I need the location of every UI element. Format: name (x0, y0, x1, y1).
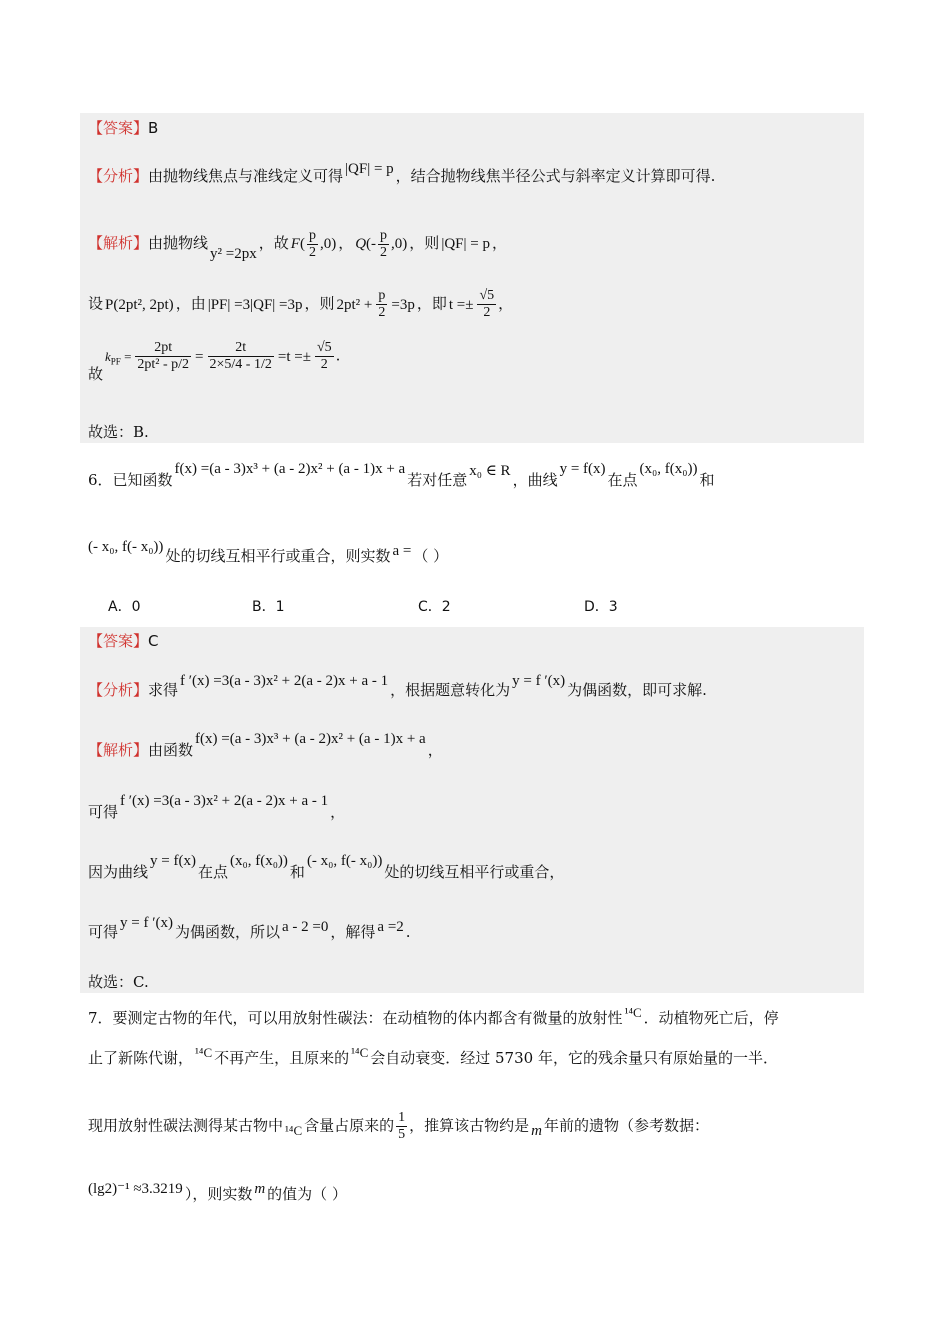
solution-text: . (335, 346, 341, 365)
question-7-text: 年前的遗物（参考数据： (544, 1116, 710, 1135)
math-pt2: (- x₀, f(- x₀)) (88, 539, 164, 555)
solution-text: ， (498, 294, 514, 313)
math-derivative: f ′(x) =3(a - 3)x² + 2(a - 2)x + a - 1 (120, 793, 329, 809)
math-F-coords: ,0 (319, 235, 332, 252)
answer-line-1 (88, 118, 158, 138)
solution-tag: 【解析】 (88, 741, 149, 759)
solution-line-7 (88, 915, 411, 943)
solution-line-5 (88, 793, 346, 823)
math-x0: x₀ ∈ R (469, 463, 511, 479)
solution-text: ，则 (409, 233, 440, 252)
solution-text: 为偶函数，所以 (175, 923, 281, 941)
solution-text: 可得 (88, 803, 119, 821)
answer-value: C (148, 632, 159, 650)
frac-slope-2: $\frac{2t}{2\times 5/4 - 1/2}$ (209, 340, 272, 372)
analysis-text: 由抛物线焦点与准线定义可得 (148, 167, 344, 185)
math-a-minus-2: a - 2 =0 (282, 919, 329, 935)
question-7-line-3 (88, 1110, 709, 1143)
question-6-text: 若对任意 (407, 471, 468, 489)
answer-tag: 【答案】 (88, 632, 149, 650)
math-Q-coords: ,0 (391, 235, 403, 252)
option-c[interactable]: C．2 (418, 599, 451, 615)
solution-line-3: 故$k_{PF}$ = $\frac{2pt}{\text{2pt² - p/2}}$ = $\frac{2t}{2\times 5/4 - 1/2}$ =t =± $\frac{√5}{2}$ . (88, 340, 341, 383)
question-7-line-2 (88, 1045, 778, 1069)
option-d[interactable]: D．3 (584, 599, 618, 615)
option-a[interactable]: A．0 (108, 599, 141, 615)
question-7-text: 现用放射性碳法测得某古物中 (88, 1116, 284, 1135)
analysis-line-1 (88, 161, 716, 187)
math-func: f(x) =(a - 3)x³ + (a - 2)x² + (a - 1)x + a (195, 731, 426, 747)
math-yfx: y = f(x) (150, 853, 196, 869)
math-k: k (105, 348, 111, 364)
solution-text: 可得 (88, 923, 119, 941)
question-7-text: 会自动衰变．经过 5730 年，它的残余量只有原始量的一半． (370, 1049, 778, 1067)
question-6-line-1 (88, 461, 715, 491)
question-6-text: 在点 (607, 471, 638, 489)
question-7-text: ．动植物死亡后，停 (643, 1009, 779, 1027)
question-6-text: 处的切线互相平行或重合，则实数 (165, 547, 391, 565)
frac-numerator: 1 (398, 1110, 406, 1125)
math-m: m (254, 1181, 266, 1197)
conclusion-1: 故选：B. (88, 423, 149, 441)
math-c14: ¹⁴C (195, 1045, 213, 1060)
frac-p-2-neg: $\frac{p}{2}$ (380, 228, 388, 260)
question-7-text: ，推算该古物约是 (409, 1116, 530, 1135)
solution-text: ， (427, 741, 443, 759)
analysis-text: 求得 (148, 681, 179, 699)
question-6-line-2 (88, 539, 449, 567)
math-qf: |QF| = p (441, 235, 490, 252)
question-7-text: ），则实数 (184, 1185, 253, 1203)
answer-line-2 (88, 631, 159, 651)
math-k-sub: PF (110, 356, 121, 367)
math-y-derivative: y = f ′(x) (512, 673, 566, 689)
analysis-text: 为偶函数，即可求解. (567, 681, 707, 699)
math-c14: ¹⁴C (351, 1045, 369, 1060)
option-b[interactable]: B．1 (252, 599, 285, 615)
math-func: f(x) =(a - 3)x³ + (a - 2)x² + (a - 1)x + a (174, 461, 406, 477)
solution-tag: 【解析】 (88, 233, 149, 252)
solution-line-6 (88, 853, 565, 883)
solution-text: ， (330, 803, 346, 821)
solution-text: ，即 (416, 294, 447, 313)
frac-denominator: 5 (398, 1127, 406, 1142)
solution-text: 和 (289, 863, 305, 881)
math-c14: ¹⁴C (285, 1122, 303, 1138)
frac-1-5 (396, 1110, 407, 1143)
math-qf: |QF| = p (345, 161, 394, 177)
question-6-text: 和 (699, 471, 715, 489)
solution-text: ，则 (304, 294, 335, 313)
math-eq2: 2pt² + (336, 296, 373, 313)
solution-line-4 (88, 731, 443, 761)
question-6-paren: （ ） (413, 547, 449, 565)
math-pt1: (x₀, f(x₀)) (229, 853, 288, 869)
question-6-text: ，曲线 (512, 471, 558, 489)
question-7-text: 止了新陈代谢， (88, 1049, 194, 1067)
math-yfx: y = f(x) (559, 461, 606, 477)
math-pt2: (- x₀, f(- x₀)) (306, 853, 383, 869)
math-lg2: (lg2)⁻¹ ≈3.3219 (88, 1181, 183, 1197)
math-Q: Q (355, 235, 367, 252)
frac-p-2: $\frac{p}{2}$ (378, 288, 386, 320)
analysis-tag: 【分析】 (88, 167, 149, 185)
solution-text: ， (491, 233, 507, 252)
analysis-text: ，根据题意转化为 (390, 681, 511, 699)
answer-value: B (148, 119, 159, 137)
frac-slope: $\frac{2pt}{\text{2pt² - p/2}}$ (137, 340, 190, 372)
analysis-line-2 (88, 673, 707, 701)
question-7-line-4 (88, 1181, 347, 1205)
solution-text: ，由 (175, 294, 206, 313)
solution-text: 处的切线互相平行或重合， (384, 863, 565, 881)
question-7-text: 含量占原来的 (304, 1116, 395, 1135)
math-derivative: f ′(x) =3(a - 3)x² + 2(a - 2)x + a - 1 (180, 673, 389, 689)
frac-sqrt5-2: $\frac{√5}{2}$ (479, 288, 495, 320)
analysis-tag: 【分析】 (88, 681, 149, 699)
solution-text: 在点 (197, 863, 228, 881)
math-t: t =± (448, 296, 474, 313)
math-F: F (290, 235, 300, 252)
solution-line-2 (88, 288, 513, 321)
conclusion-2: 故选：C. (88, 973, 149, 991)
answer-tag: 【答案】 (88, 119, 149, 137)
question-6-text: 6．已知函数 (88, 471, 173, 489)
question-7-text: 7．要测定古物的年代，可以用放射性碳法：在动植物的体内都含有微量的放射性 (88, 1009, 623, 1027)
answer-block-1 (80, 113, 864, 443)
solution-text: 因为曲线 (88, 863, 149, 881)
solution-text: . (405, 923, 411, 941)
solution-text: 故 (88, 364, 104, 383)
question-7-text: 的值为（ ） (267, 1185, 347, 1203)
math-y-derivative: y = f ′(x) (120, 915, 173, 931)
math-a-eq: a = (392, 543, 412, 559)
frac-sqrt5-2: $\frac{√5}{2}$ (316, 340, 332, 372)
math-P: P(2pt², 2pt) (105, 296, 174, 313)
math-m: m (531, 1122, 542, 1139)
math-c14: ¹⁴C (624, 1005, 642, 1020)
math-a-2: a =2 (377, 919, 404, 935)
question-7-line-1 (88, 1005, 779, 1029)
question-7-text: 不再产生，且原来的 (214, 1049, 350, 1067)
solution-text: 由抛物线 (148, 233, 209, 252)
analysis-text-post: ，结合抛物线焦半径公式与斜率定义计算即可得. (395, 167, 716, 185)
math-pf: |PF| =3|QF| =3p (207, 296, 303, 313)
solution-text: ，解得 (330, 923, 376, 941)
math-pt1: (x₀, f(x₀)) (639, 461, 698, 477)
solution-text: ，故 (258, 233, 289, 252)
solution-line-1: 【解析】由抛物线y² =2px，故 F( $\frac{p}{2}$ ,0) ， Q(- $\frac{p}{2}$ ,0) ，则 |QF| = p ， (88, 228, 507, 262)
frac-p-2: $\frac{p}{2}$ (308, 228, 316, 260)
solution-text: 设 (88, 294, 104, 313)
math-eq2b: =3p (391, 296, 415, 313)
math-parabola: y² =2px (210, 245, 257, 262)
solution-text: 由函数 (148, 741, 194, 759)
